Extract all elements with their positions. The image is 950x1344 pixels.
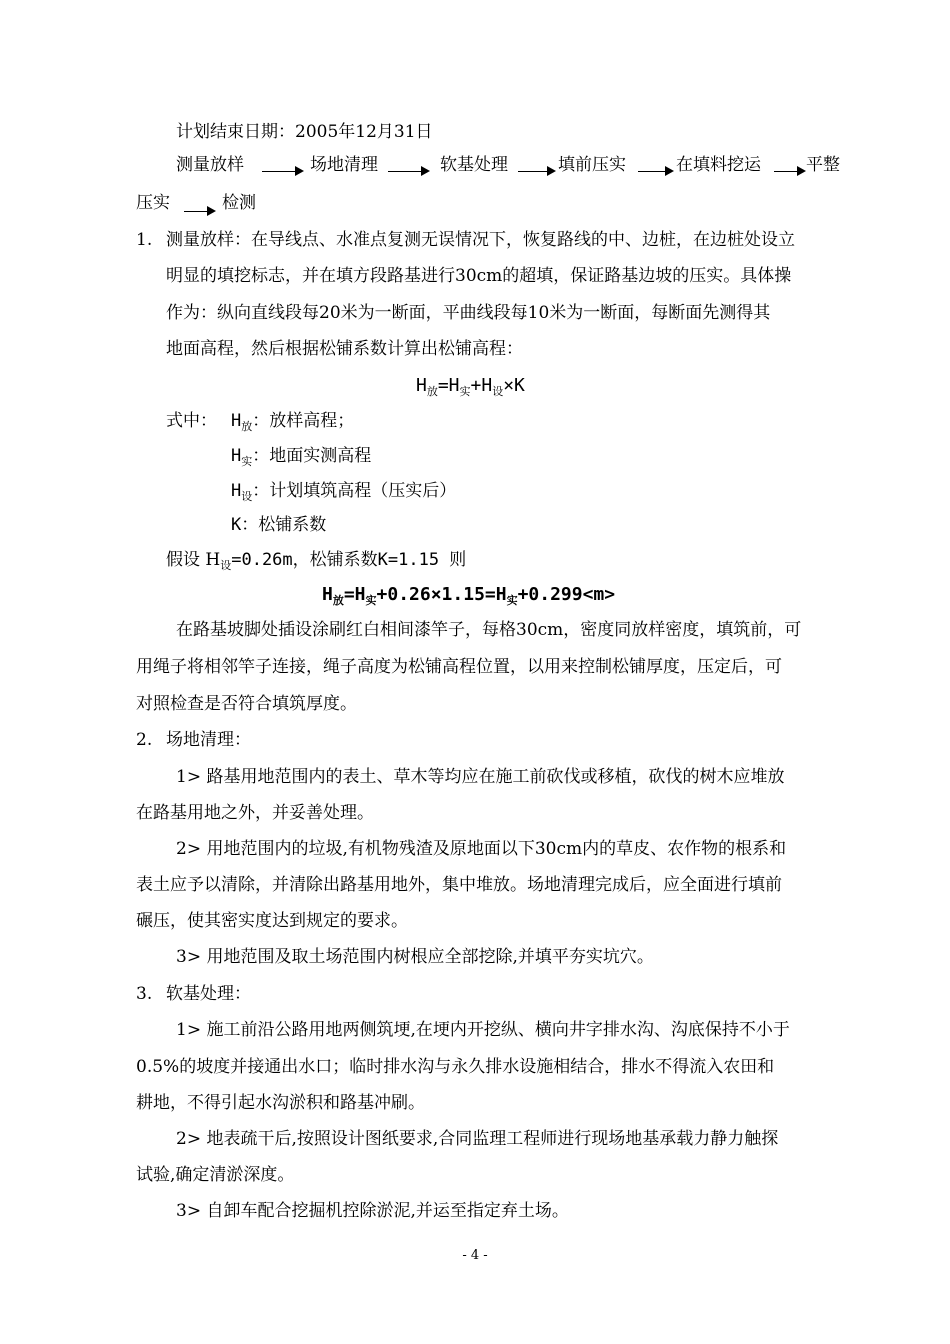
arrow-icon	[518, 171, 554, 172]
section-2-title: 场地清理：	[166, 730, 251, 750]
definition-item: K：松铺系数	[231, 515, 327, 535]
workflow-diagram	[176, 154, 846, 180]
section-1-number: 1.	[136, 230, 153, 250]
paragraph-line: 1> 路基用地范围内的表土、草木等均应在施工前砍伐或移植，砍伐的树木应堆放	[176, 767, 785, 787]
arrow-icon	[262, 171, 302, 172]
where-label: 式中：	[166, 411, 217, 431]
section-3-number: 3.	[136, 984, 153, 1004]
paragraph-line: 耕地，不得引起水沟淤积和路基冲刷。	[136, 1093, 425, 1113]
flow-step-7: 压实	[136, 193, 170, 213]
arrow-icon	[184, 211, 214, 212]
calculated-formula: $H_放=H_实+0.26\times 1.15=H_实+0.299<m>$	[322, 584, 616, 607]
arrow-icon	[774, 171, 804, 172]
section-1-line: 测量放样：在导线点、水准点复测无误情况下，恢复路线的中、边桩，在边桩处设立	[166, 230, 795, 250]
arrow-icon	[638, 171, 672, 172]
flow-step-2: 场地清理	[310, 155, 378, 175]
loose-height-formula: $H_放=H_实+H_设\times K$	[416, 375, 525, 398]
paragraph-line: 在路基坡脚处插设涂刷红白相间漆竿子，每格30cm，密度同放样密度，填筑前，可	[176, 620, 802, 640]
plan-end-date: 计划结束日期：2005年12月31日	[176, 122, 433, 142]
definition-item: $H_放$：放样高程；	[231, 411, 355, 433]
paragraph-line: 在路基用地之外，并妥善处理。	[136, 803, 374, 823]
section-3-title: 软基处理：	[166, 984, 251, 1004]
flow-step-4: 填前压实	[558, 155, 626, 175]
assumption-line: 假设 $H_设=0.26m$，松铺系数K=1.15 则	[166, 550, 467, 572]
section-1-line: 作为：纵向直线段每20米为一断面，平曲线段每10米为一断面，每断面先测得其	[166, 303, 771, 323]
paragraph-line: 试验,确定清淤深度。	[136, 1165, 295, 1185]
paragraph-line: 3> 自卸车配合挖掘机控除淤泥,并运至指定弃土场。	[176, 1201, 569, 1221]
section-1-line: 地面高程，然后根据松铺系数计算出松铺高程：	[166, 339, 523, 359]
paragraph-line: 0.5%的坡度并接通出水口；临时排水沟与永久排水设施相结合，排水不得流入农田和	[136, 1057, 775, 1077]
flow-step-3: 软基处理	[440, 155, 508, 175]
page-number: - 4 -	[462, 1248, 488, 1263]
paragraph-line: 1> 施工前沿公路用地两侧筑埂,在埂内开挖纵、横向井字排水沟、沟底保持不小于	[176, 1020, 790, 1040]
flow-step-1: 测量放样	[176, 155, 244, 175]
section-2-number: 2.	[136, 730, 153, 750]
definition-item: $H_实$：地面实测高程	[231, 446, 372, 468]
paragraph-line: 3> 用地范围及取土场范围内树根应全部挖除,并填平夯实坑穴。	[176, 947, 654, 967]
section-1-line: 明显的填挖标志，并在填方段路基进行30cm的超填，保证路基边坡的压实。具体操	[166, 266, 792, 286]
definition-item: $H_设$：计划填筑高程（压实后）	[231, 481, 457, 503]
arrow-icon	[388, 171, 428, 172]
paragraph-line: 表土应予以清除，并清除出路基用地外，集中堆放。场地清理完成后，应全面进行填前	[136, 875, 782, 895]
paragraph-line: 2> 地表疏干后,按照设计图纸要求,合同监理工程师进行现场地基承载力静力触探	[176, 1129, 779, 1149]
flow-step-6: 平整	[806, 155, 840, 175]
paragraph-line: 用绳子将相邻竿子连接，绳子高度为松铺高程位置，以用来控制松铺厚度，压定后，可	[136, 657, 782, 677]
paragraph-line: 对照检查是否符合填筑厚度。	[136, 694, 357, 714]
paragraph-line: 碾压，使其密实度达到规定的要求。	[136, 911, 408, 931]
flow-step-8: 检测	[222, 193, 256, 213]
paragraph-line: 2> 用地范围内的垃圾,有机物残渣及原地面以下30cm内的草皮、农作物的根系和	[176, 839, 787, 859]
flow-step-5: 在填料挖运	[676, 155, 761, 175]
